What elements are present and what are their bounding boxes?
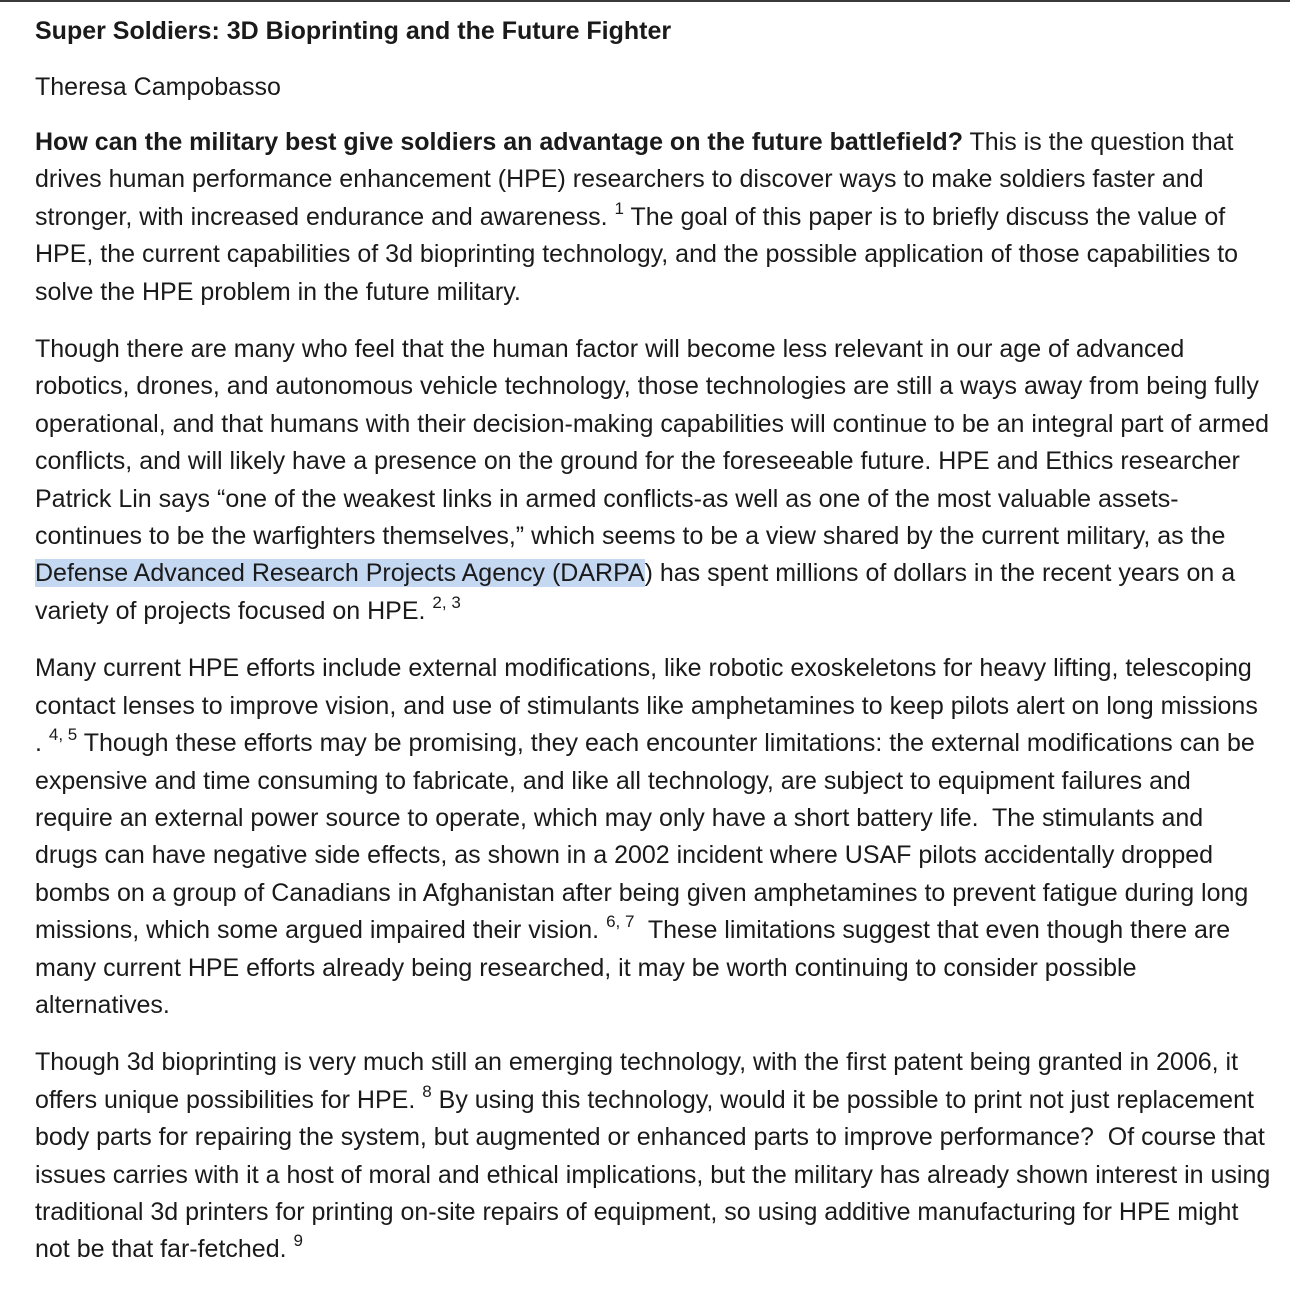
paragraph-text: Though 3d bioprinting is very much still an emerging technology, with the first patent being granted in 2006, it offers unique possibilities for HPE. [35,1048,1239,1114]
paragraph-intro [35,124,1271,311]
top-border-line [0,0,1290,2]
footnote-ref-6-7[interactable]: 6, 7 [606,912,635,932]
footnote-ref-1[interactable]: 1 [614,198,624,218]
selected-text-highlight[interactable]: Defense Advanced Research Projects Agency (DARPA [35,559,645,588]
author-name: Theresa Campobasso [35,73,281,101]
document-title: Super Soldiers: 3D Bioprinting and the Future Fighter [35,17,672,45]
footnote-ref-2-3[interactable]: 2, 3 [432,592,461,612]
paragraph-text: Though there are many who feel that the human factor will become less relevant in our age of advanced robotics, drones, and autonomous vehicle technology, those technologies are still a ways away from being fully operational, and that humans with their decision-making capabilities will continue to be an integral part of armed conflicts, and will likely have a presence on the ground for the foreseeable future. HPE and Ethics researcher Patrick Lin says “one of the weakest links in armed conflicts-as well as one of the most valuable assets-continues to be the warfighters themselves,” which seems to be a view shared by the current military, as the [35,335,1270,551]
footnote-ref-4-5[interactable]: 4, 5 [48,725,78,745]
paragraph-text: ) has spent millions of dollars in the recent years on a variety of projects focused on HPE. [35,559,1236,625]
document-body [35,14,1271,1289]
paragraph-text: The goal of this paper is to briefly discuss the value of HPE, the current capabilities of 3d bioprinting technology, and the possible application of those capabilities to solve the HPE problem in the future military. [35,202,1239,306]
paragraph-text: This is the question that drives human performance enhancement (HPE) researchers to discover ways to make soldiers faster and stronger, with increased endurance and awareness. [35,128,1234,231]
paragraph-bioprinting [35,1044,1271,1268]
paragraph-text: Though these efforts may be promising, they each encounter limitations: the external modifications can be expensive and time consuming to fabricate, and like all technology, are subject to equipment failures and require an external power source to operate, which may only have a short battery life. The stimulants and drugs can have negative side effects, as shown in a 2002 incident where USAF pilots accidentally dropped bombs on a group of Canadians in Afghanistan after being given amphetamines to prevent fatigue during long missions, which some argued impaired their vision. [35,729,1255,945]
paragraph-text: By using this technology, would it be possible to print not just replacement body parts for repairing the system, but augmented or enhanced parts to improve performance? Of course that issues carries with it a host of moral and ethical implications, but the military has already shown interest in using traditional 3d printers for printing on-site repairs of equipment, so using additive manufacturing for HPE might not be that far-fetched. [35,1085,1271,1264]
paragraph-text: Many current HPE efforts include external modifications, like robotic exoskeletons for heavy lifting, telescoping contact lenses to improve vision, and use of stimulants like amphetamines to keep pilots alert on long missions . [35,654,1258,758]
footnote-ref-9[interactable]: 9 [293,1231,303,1251]
paragraph-text: These limitations suggest that even though there are many current HPE efforts already being researched, it may be worth continuing to consider possible alternatives. [35,916,1231,1019]
footnote-ref-8[interactable]: 8 [422,1081,432,1101]
lead-question: How can the military best give soldiers an advantage on the future battlefield? [35,128,963,156]
paragraph-human-factor [35,331,1271,630]
paragraph-current-efforts [35,650,1271,1024]
